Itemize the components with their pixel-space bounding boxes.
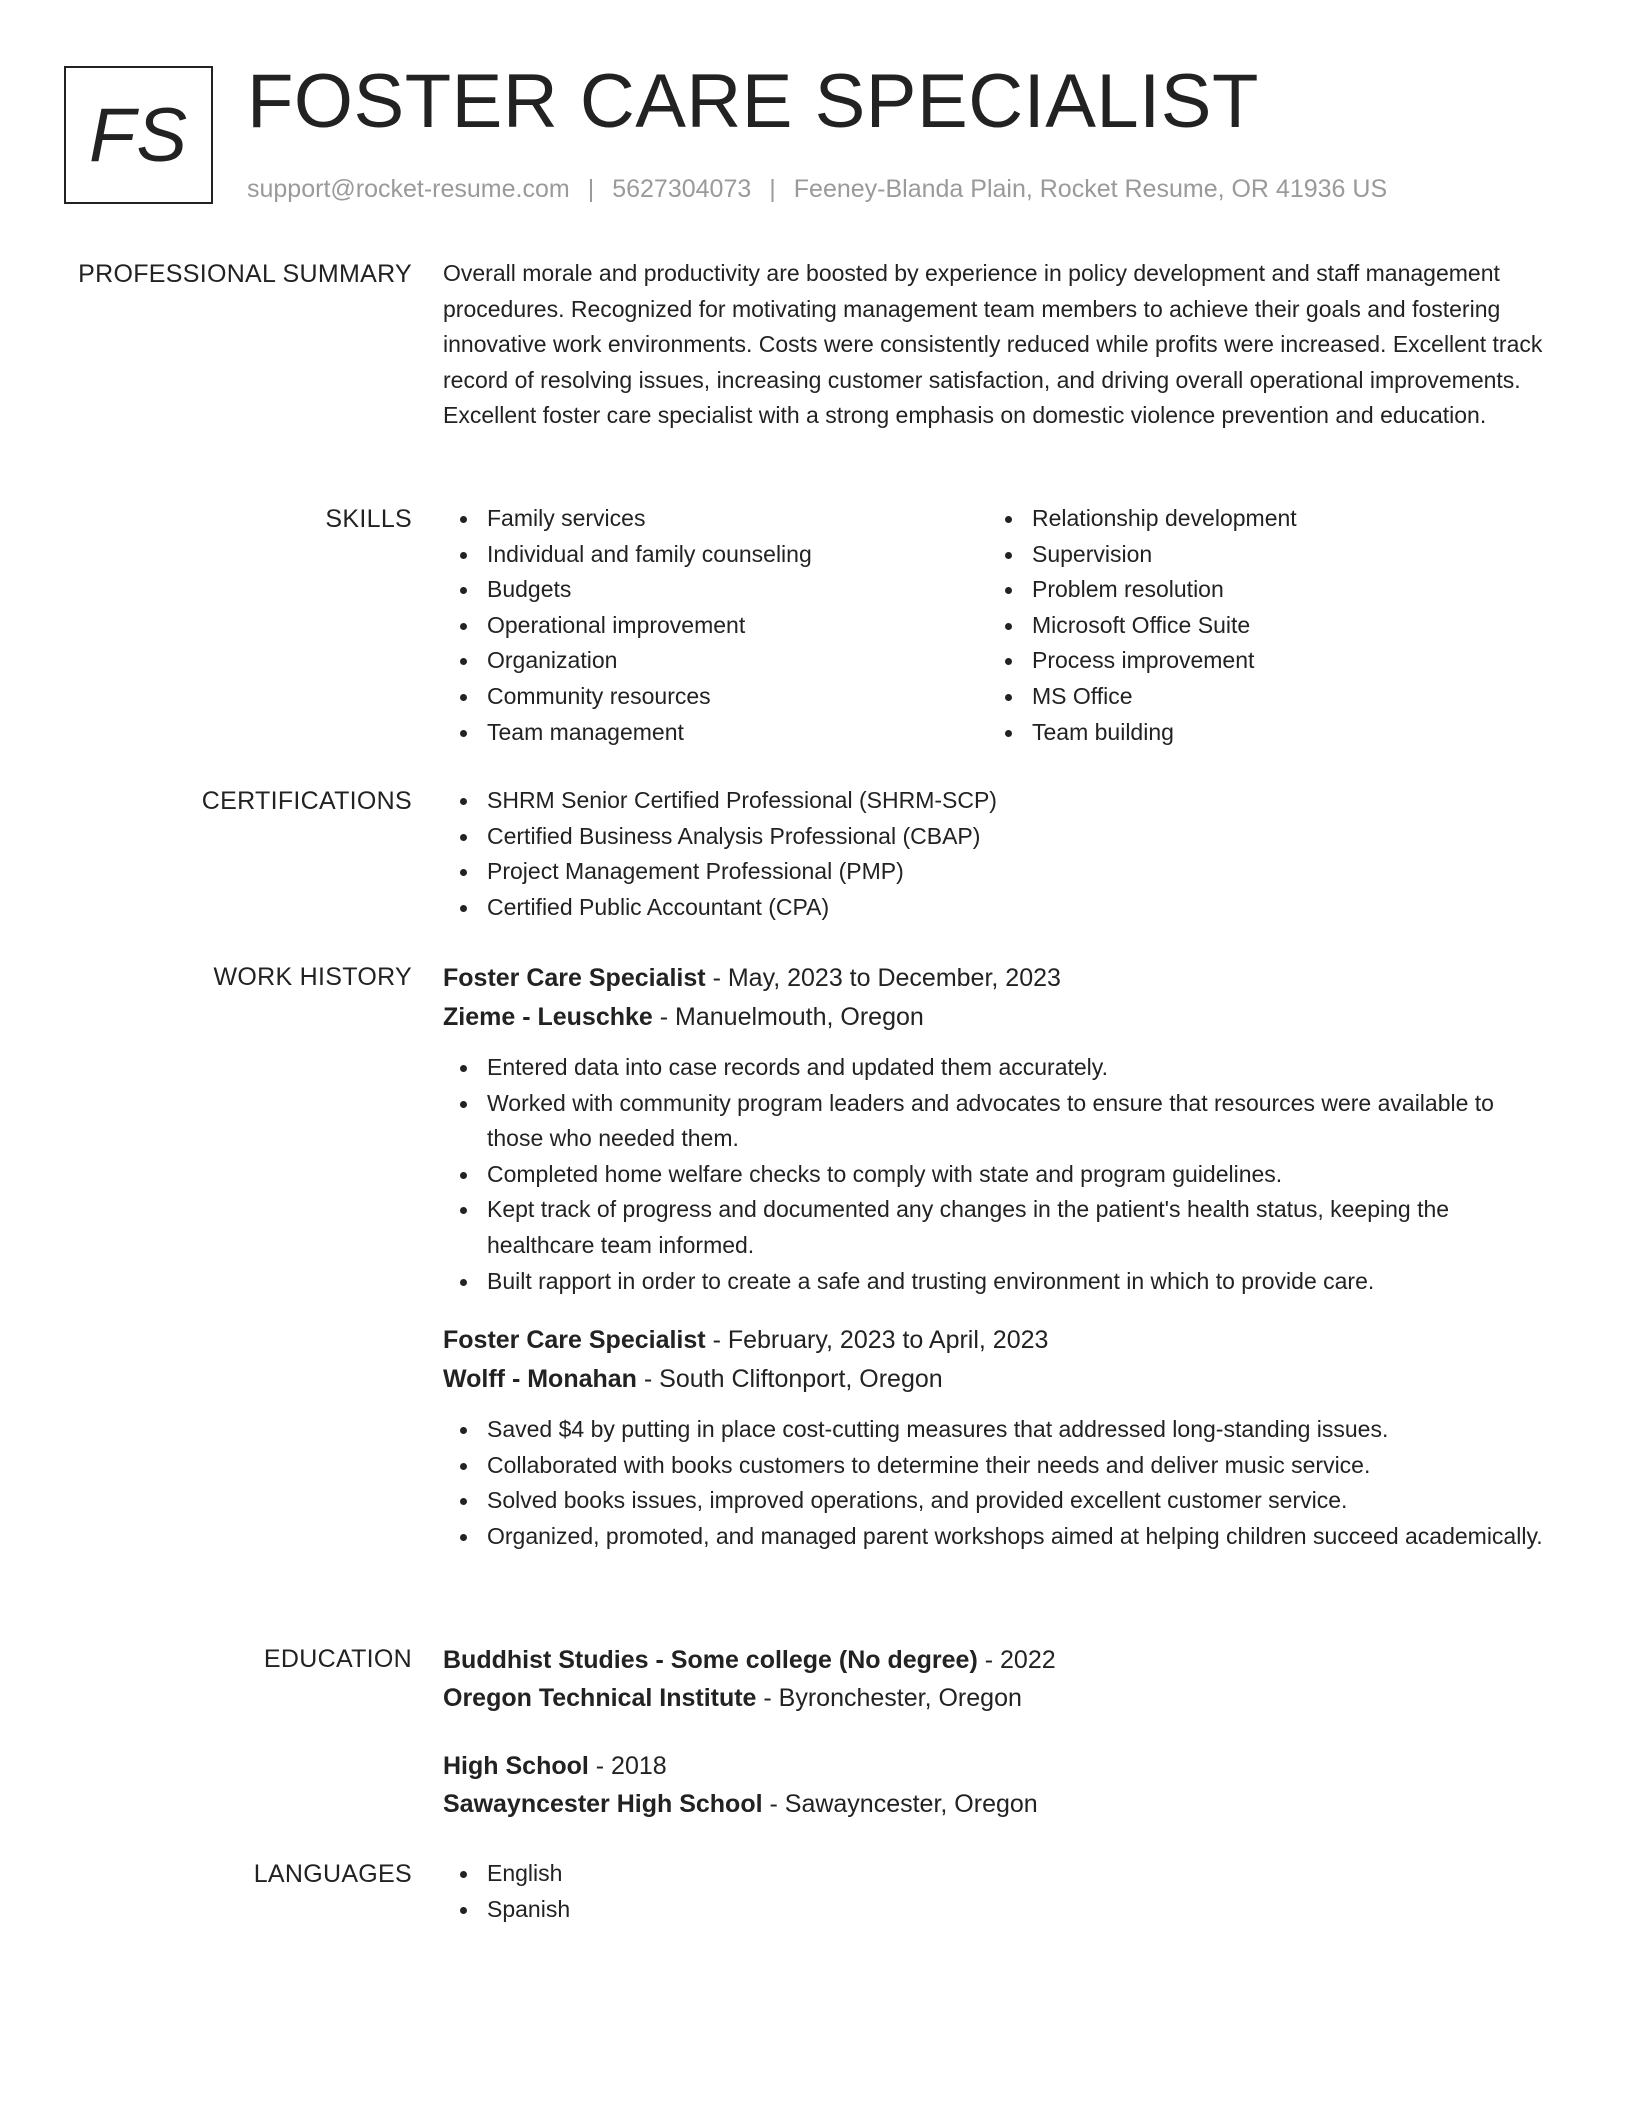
- education-heading: [443, 1641, 1543, 1679]
- contact-phone: 5627304073: [612, 175, 752, 203]
- list-item: Built rapport in order to create a safe and trusting environment in which to provide care.: [443, 1264, 1543, 1300]
- skills-column-right: [988, 501, 1533, 750]
- list-item: Organized, promoted, and managed parent workshops aimed at helping children succeed academically.: [443, 1519, 1543, 1555]
- education-location: - Byronchester, Oregon: [756, 1684, 1022, 1712]
- education-heading: [443, 1747, 1543, 1785]
- list-item: Microsoft Office Suite: [988, 608, 1533, 644]
- job-title: Foster Care Specialist: [443, 964, 706, 992]
- languages-list: [443, 1856, 1543, 1927]
- list-item: Operational improvement: [443, 608, 988, 644]
- list-item: Solved books issues, improved operations, and provided excellent customer service.: [443, 1483, 1543, 1519]
- summary-text: Overall morale and productivity are boosted by experience in policy development and staff management procedures. Recognized for motivating management team members to achieve their goals and fostering innovative work environments. Costs were consistently reduced while profits were increased. Excellent track record of resolving issues, increasing customer satisfaction, and driving overall operational improvements. Excellent foster care specialist with a strong emphasis on domestic violence prevention and education.: [443, 260, 1543, 429]
- section-label: WORK HISTORY: [213, 963, 412, 991]
- skills-column-left: [443, 501, 988, 750]
- section-label: LANGUAGES: [253, 1860, 412, 1888]
- education-entry: [443, 1747, 1543, 1823]
- education-school: Oregon Technical Institute: [443, 1684, 757, 1712]
- education-school-line: [443, 1679, 1543, 1717]
- education-year: - 2022: [977, 1646, 1056, 1674]
- list-item: Team management: [443, 715, 988, 751]
- list-item: English: [443, 1856, 1543, 1892]
- contact-separator: |: [769, 175, 776, 203]
- list-item: Process improvement: [988, 643, 1533, 679]
- list-item: MS Office: [988, 679, 1533, 715]
- list-item: Entered data into case records and updated them accurately.: [443, 1050, 1543, 1086]
- list-item: Certified Public Accountant (CPA): [443, 890, 1543, 926]
- job-company: Wolff - Monahan: [443, 1365, 637, 1394]
- education-degree: Buddhist Studies - Some college (No degree): [443, 1646, 978, 1674]
- education-body: [443, 1641, 1543, 1853]
- list-item: Worked with community program leaders and advocates to ensure that resources were available to those who needed them.: [443, 1086, 1543, 1157]
- list-item: Family services: [443, 501, 988, 537]
- job-employer: [443, 998, 1543, 1037]
- monogram: FS: [64, 66, 213, 204]
- job-dates: - May, 2023 to December, 2023: [705, 964, 1061, 992]
- education-school-line: [443, 1785, 1543, 1823]
- section-label: CERTIFICATIONS: [201, 787, 412, 815]
- education-school: Sawayncester High School: [443, 1790, 763, 1818]
- job-location: - Manuelmouth, Oregon: [652, 1003, 924, 1031]
- certifications-body: [443, 783, 1543, 925]
- list-item: Saved $4 by putting in place cost-cutting measures that addressed long-standing issues.: [443, 1412, 1543, 1448]
- job-heading: [443, 1321, 1543, 1360]
- certifications-list: [443, 783, 1543, 925]
- contact-separator: |: [587, 175, 595, 203]
- job-duties: [443, 1050, 1543, 1299]
- education-year: - 2018: [588, 1752, 667, 1780]
- list-item: SHRM Senior Certified Professional (SHRM-SCP): [443, 783, 1543, 819]
- list-item: Relationship development: [988, 501, 1533, 537]
- skills-list: [443, 501, 1543, 750]
- job-title: Foster Care Specialist: [443, 1326, 706, 1355]
- list-item: Individual and family counseling: [443, 537, 988, 573]
- section-label: SKILLS: [325, 505, 412, 533]
- contact-line: [247, 172, 1387, 206]
- job-entry: [443, 959, 1543, 1299]
- list-item: Project Management Professional (PMP): [443, 854, 1543, 890]
- list-item: Supervision: [988, 537, 1533, 573]
- contact-address: Feeney-Blanda Plain, Rocket Resume, OR 41936 US: [793, 175, 1388, 203]
- job-duties: [443, 1412, 1543, 1554]
- languages-body: [443, 1856, 1543, 1927]
- list-item: Problem resolution: [988, 572, 1533, 608]
- work-history-body: [443, 959, 1543, 1577]
- section-label: PROFESSIONAL SUMMARY: [78, 260, 412, 288]
- list-item: Kept track of progress and documented any changes in the patient's health status, keeping the healthcare team informed.: [443, 1192, 1543, 1263]
- list-item: Organization: [443, 643, 988, 679]
- section-label: EDUCATION: [263, 1645, 412, 1673]
- job-heading: [443, 959, 1543, 998]
- list-item: Community resources: [443, 679, 988, 715]
- list-item: Team building: [988, 715, 1533, 751]
- page-title: FOSTER CARE SPECIALIST: [247, 59, 1259, 144]
- contact-email: support@rocket-resume.com: [247, 175, 570, 203]
- job-company: Zieme - Leuschke: [443, 1003, 653, 1031]
- education-location: - Sawayncester, Oregon: [762, 1790, 1038, 1818]
- list-item: Collaborated with books customers to determine their needs and deliver music service.: [443, 1448, 1543, 1484]
- list-item: Budgets: [443, 572, 988, 608]
- education-degree: High School: [443, 1752, 589, 1780]
- list-item: Completed home welfare checks to comply with state and program guidelines.: [443, 1157, 1543, 1193]
- list-item: Spanish: [443, 1892, 1543, 1928]
- job-location: - South Cliftonport, Oregon: [636, 1365, 943, 1394]
- job-dates: - February, 2023 to April, 2023: [705, 1326, 1049, 1355]
- list-item: Certified Business Analysis Professional (CBAP): [443, 819, 1543, 855]
- job-entry: [443, 1321, 1543, 1554]
- job-employer: [443, 1360, 1543, 1399]
- education-entry: [443, 1641, 1543, 1717]
